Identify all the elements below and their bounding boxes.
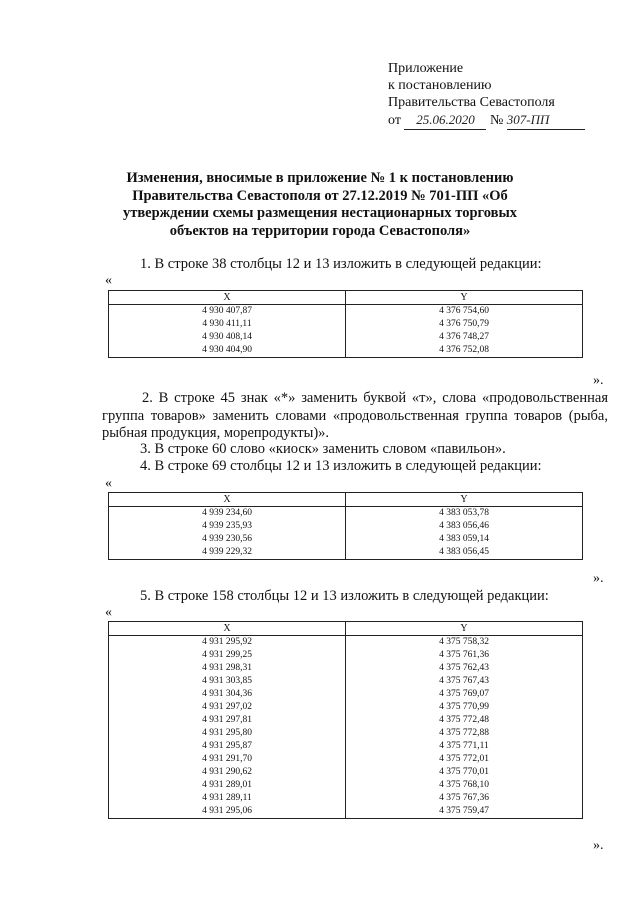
quote-open-2: « [105,476,112,491]
x-cell: 4 931 295,06 [202,806,252,816]
y-cell: 4 375 770,01 [439,767,489,777]
quote-close-2: ». [593,571,604,586]
appendix-date-line [388,111,585,130]
coordinates-table-2 [108,492,583,560]
y-cell: 4 375 768,10 [439,780,489,790]
header-x: X [109,622,346,636]
y-cell: 4 375 770,99 [439,702,489,712]
x-cell: 4 930 407,87 [202,306,252,316]
quote-open-1: « [105,273,112,288]
x-values [109,636,346,819]
x-cell: 4 930 408,14 [202,332,252,342]
quote-open-3: « [105,605,112,620]
item-3: 3. В строке 60 слово «киоск» заменить словом «павильон». [140,441,506,457]
header-x: X [109,493,346,507]
x-cell: 4 931 290,62 [202,767,252,777]
y-values [346,507,583,560]
item-4: 4. В строке 69 столбцы 12 и 13 изложить в следующей редакции: [140,458,542,474]
table-header-row [109,622,583,636]
table-header-row [109,291,583,305]
x-cell: 4 930 404,90 [202,345,252,355]
x-cell: 4 930 411,11 [202,319,252,329]
handwritten-date: 25.06.2020 [416,112,475,127]
x-cell: 4 939 229,32 [202,547,252,557]
x-cell: 4 931 299,25 [202,650,252,660]
y-cell: 4 383 053,78 [439,508,489,518]
x-cell: 4 931 297,81 [202,715,252,725]
appendix-line-1: Приложение [388,61,464,76]
x-cell: 4 939 234,60 [202,508,252,518]
y-cell: 4 375 761,36 [439,650,489,660]
document-title: Изменения, вносимые в приложение № 1 к постановлению Правительства Севастополя от 27.12.2019 № 701-ПП «Об утверждении схемы размещения нестационарных торговых объектов на территории города Севастополя» [122,170,518,239]
x-values [109,507,346,560]
y-cell: 4 375 772,01 [439,754,489,764]
table-header-row [109,493,583,507]
y-cell: 4 375 769,07 [439,689,489,699]
header-y: Y [346,622,583,636]
y-cell: 4 375 767,36 [439,793,489,803]
y-cell: 4 376 752,08 [439,345,489,355]
y-cell: 4 376 750,79 [439,319,489,329]
x-cell: 4 931 295,80 [202,728,252,738]
coordinates-table-3 [108,621,583,819]
item-1: 1. В строке 38 столбцы 12 и 13 изложить в следующей редакции: [140,256,542,272]
header-x: X [109,291,346,305]
y-cell: 4 375 772,48 [439,715,489,725]
x-cell: 4 931 295,92 [202,637,252,647]
x-cell: 4 931 303,85 [202,676,252,686]
table-row [109,305,583,358]
y-cell: 4 376 748,27 [439,332,489,342]
x-values [109,305,346,358]
header-y: Y [346,291,583,305]
appendix-block [388,60,585,130]
y-cell: 4 383 056,45 [439,547,489,557]
table-row [109,636,583,819]
handwritten-number: 307-ПП [506,112,550,127]
y-cell: 4 375 758,32 [439,637,489,647]
y-cell: 4 375 759,47 [439,806,489,816]
y-cell: 4 383 059,14 [439,534,489,544]
appendix-line-2: к постановлению [388,78,492,93]
x-cell: 4 931 295,87 [202,741,252,751]
item-5: 5. В строке 158 столбцы 12 и 13 изложить в следующей редакции: [140,588,549,604]
y-cell: 4 375 762,43 [439,663,489,673]
x-cell: 4 931 298,31 [202,663,252,673]
quote-close-1: ». [593,373,604,388]
y-cell: 4 375 767,43 [439,676,489,686]
y-cell: 4 383 056,46 [439,521,489,531]
coordinates-table-1 [108,290,583,358]
x-cell: 4 931 289,11 [202,793,252,803]
quote-close-3: ». [593,838,604,853]
from-label: от [388,113,401,128]
number-label: № [489,113,504,128]
x-cell: 4 931 304,36 [202,689,252,699]
table-row [109,507,583,560]
x-cell: 4 939 230,56 [202,534,252,544]
x-cell: 4 931 289,01 [202,780,252,790]
x-cell: 4 931 297,02 [202,702,252,712]
header-y: Y [346,493,583,507]
x-cell: 4 939 235,93 [202,521,252,531]
y-values [346,636,583,819]
y-cell: 4 375 771,11 [439,741,489,751]
y-values [346,305,583,358]
y-cell: 4 376 754,60 [439,306,489,316]
item-2: 2. В строке 45 знак «*» заменить буквой «т», слова «продовольственная группа товаров» заменить словами «продовольственная группа товаров (рыба, рыбная продукция, морепродукты)». [102,390,608,441]
appendix-line-3: Правительства Севастополя [388,95,555,110]
x-cell: 4 931 291,70 [202,754,252,764]
y-cell: 4 375 772,88 [439,728,489,738]
